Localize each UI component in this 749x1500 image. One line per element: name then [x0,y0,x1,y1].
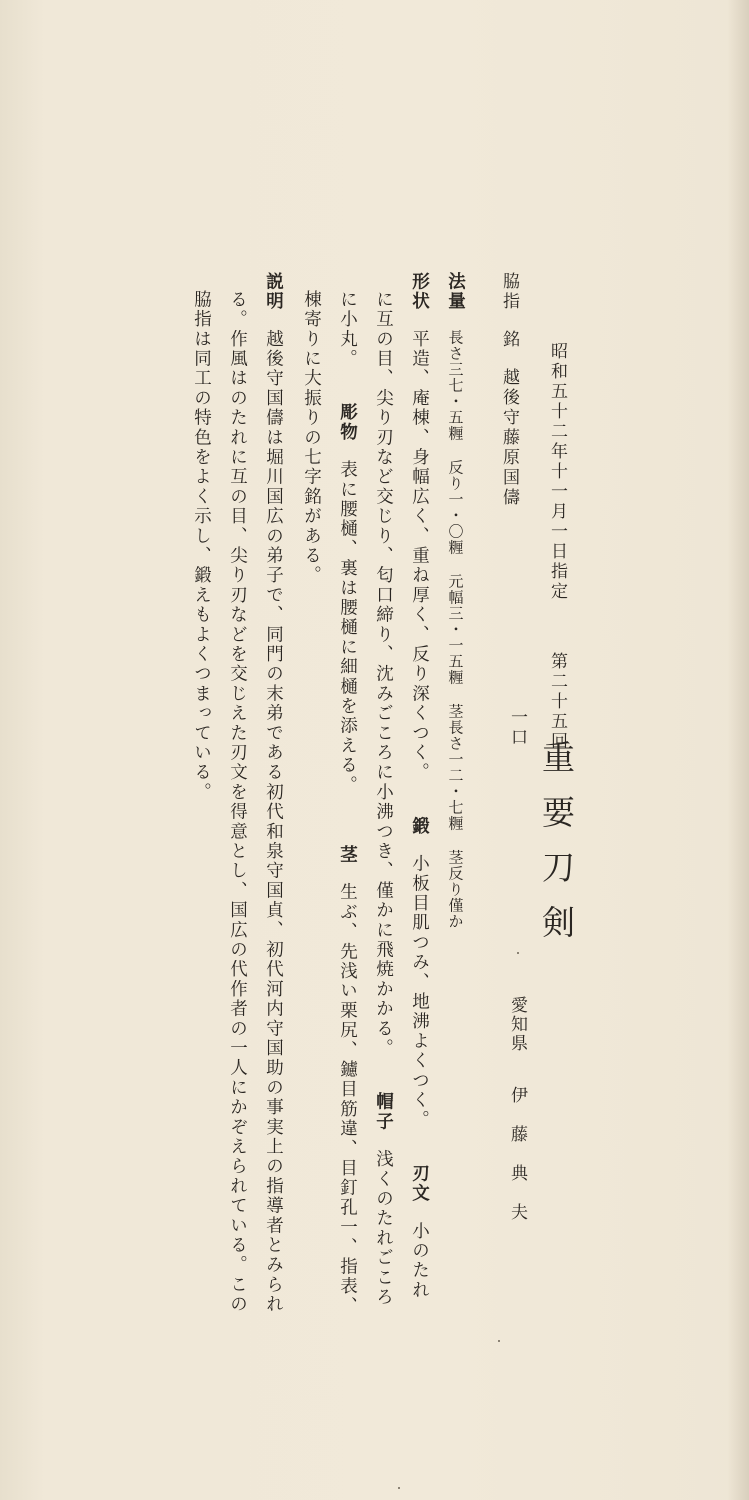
horimono-line [338,290,356,1316]
forging-text: 小板目肌つみ、地沸よくつく。 [409,854,430,1131]
prefecture: 愛知県 [507,996,527,1053]
horimono-label: 彫物 [337,402,358,443]
shape-line [410,272,428,1300]
paper-speck [498,1340,500,1342]
item-count: 一口 [507,708,527,748]
inscription-label: 銘 [499,330,519,350]
inscription-line [500,272,517,508]
inscription-text: 越後守藤原国儔 [499,368,519,508]
paper-speck [398,1487,400,1489]
nakago-continued-line [302,290,320,586]
nakago-label: 茎 [337,845,358,865]
nakago-text-start: 生ぶ、先浅い栗尻、鑢目筋違、目釘孔一、指表、 [337,882,358,1317]
page-fold-shadow [727,0,749,1500]
hamon-label: 刃文 [409,1164,430,1204]
hamon-continued-line [374,290,392,1307]
forging-label: 鍛 [409,816,430,837]
explanation-line-1 [264,272,282,1314]
designation-date [548,342,565,752]
dimensions-line [446,272,464,929]
hamon-text-start: 小のたれ [409,1221,430,1301]
explanation-line-3: 脇指は同工の特色をよく示し、鍛えもよくつまっている。 [191,290,212,803]
nakago-sori-value: 茎反り僅か [446,849,465,930]
owner-name: 伊藤典夫 [507,1086,527,1242]
explanation-line-2: る。作風はのたれに互の目、尖り刃などを交じえた刃文を得意とし、国広の代作者の一人にかぞえられている。この [227,290,248,1315]
page-title: 重要刀剣 [537,740,576,960]
designation-date-text: 昭和五十二年十一月一日指定 [547,342,567,602]
nagasa-value: 長さ三七・五糎 [446,329,465,442]
motohaba-value: 元幅三・一五糎 [446,573,465,686]
item-type: 脇指 [499,272,519,312]
explanation-label: 説明 [263,272,284,312]
boshi-text-start: 浅くのたれごころ [373,1149,394,1308]
nakago-text-rest: 棟寄りに大振りの七字銘がある。 [301,290,322,586]
horimono-text: 表に腰樋、裏は腰樋に細樋を添える。 [337,460,358,796]
sori-value: 反り一・〇糎 [446,459,465,556]
hamon-text-rest: に互の目、尖り刃など交じり、匂口締り、沈みごころに小沸つき、僅かに飛焼かかる。 [373,290,394,1059]
nakago-nagasa-value: 茎長さ一二・七糎 [446,703,465,832]
boshi-label: 帽子 [373,1092,394,1132]
dimensions-label: 法量 [445,272,466,312]
paper-speck [517,952,519,954]
shape-text: 平造、庵棟、身幅広く、重ね厚く、反り深くつく。 [409,329,430,783]
shape-label: 形状 [409,272,430,312]
session-text: 第二十五回 [547,652,567,752]
boshi-text-rest: に小丸。 [337,290,358,369]
explanation-text-1: 越後守国儔は堀川国広の弟子で、同門の末弟である初代和泉守国貞、初代河内守国助の事実上の指導者とみられ [263,329,284,1315]
